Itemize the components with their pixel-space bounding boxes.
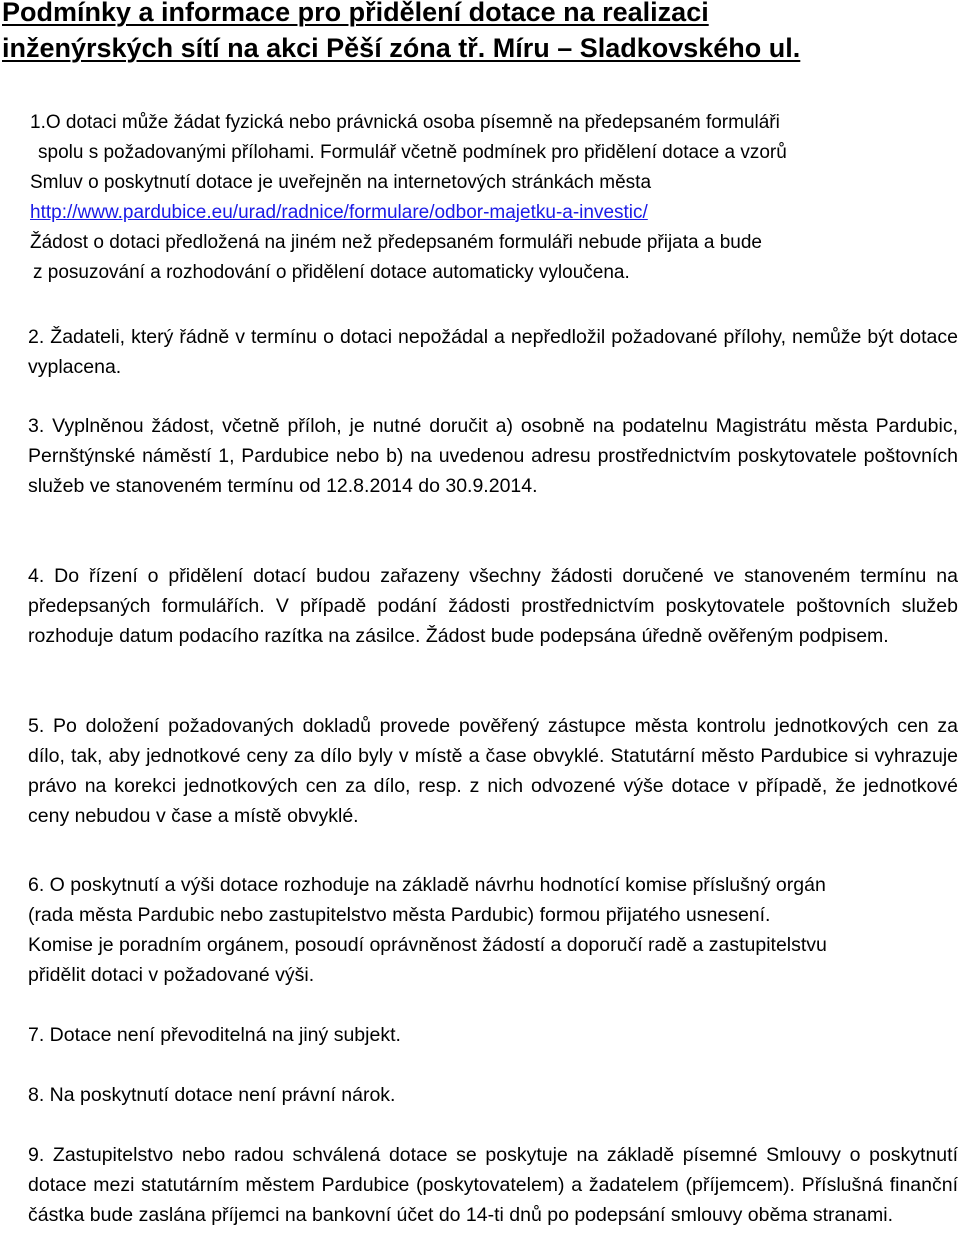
condition-item-7: 7. Dotace není převoditelná na jiný subjekt. <box>28 1024 401 1046</box>
condition-item-2: 2. Žadateli, který řádně v termínu o dotaci nepožádal a nepředložil požadované přílohy, nemůže být dotace vyplacena. <box>28 326 958 378</box>
document-title <box>2 0 942 66</box>
item-1-line-6: z posuzování a rozhodování o přidělení dotace automaticky vyloučena. <box>33 262 630 283</box>
item-1-line-5: Žádost o dotaci předložená na jiném než předepsaném formuláři nebude přijata a bude <box>30 232 762 253</box>
forms-link[interactable]: http://www.pardubice.eu/urad/radnice/formulare/odbor-majetku-a-investic/ <box>30 202 648 223</box>
condition-item-1 <box>30 108 950 288</box>
title-line-2: inženýrských sítí na akci Pěší zóna tř. Míru – Sladkovského ul. <box>2 33 801 63</box>
item-1-line-2: spolu s požadovanými přílohami. Formulář včetně podmínek pro přidělení dotace a vzorů <box>38 142 787 163</box>
condition-item-4: 4. Do řízení o přidělení dotací budou zařazeny všechny žádosti doručené ve stanoveném termínu na předepsaných formulářích. V případě podání žádosti prostřednictvím poskytovatele poštovních služeb rozhoduje datum podacího razítka na zásilce. Žádost bude podepsána úředně ověřeným podpisem. <box>28 565 958 647</box>
item-6-line-3: Komise je poradním orgánem, posoudí oprávněnost žádostí a doporučí radě a zastupitelstvu <box>28 934 827 956</box>
item-1-line-3: Smluv o poskytnutí dotace je uveřejněn na internetových stránkách města <box>30 172 652 193</box>
condition-item-9: 9. Zastupitelstvo nebo radou schválená dotace se poskytuje na základě písemné Smlouvy o poskytnutí dotace mezi statutárním městem Pardubice (poskytovatelem) a žadatelem (příjemcem). Příslušná finanční částka bude zaslána příjemci na bankovní účet do 14-ti dnů po podepsání smlouvy oběma stranami. <box>28 1144 958 1226</box>
title-line-1: Podmínky a informace pro přidělení dotace na realizaci <box>2 0 709 27</box>
condition-item-5: 5. Po doložení požadovaných dokladů provede pověřený zástupce města kontrolu jednotkových cen za dílo, tak, aby jednotkové ceny za dílo byly v místě a čase obvyklé. Statutární město Pardubice si vyhrazuje právo na korekci jednotkových cen za dílo, resp. z nich odvozené výše dotace v případě, že jednotkové ceny nebudou v čase a místě obvyklé. <box>28 715 958 827</box>
item-6-line-2: (rada města Pardubic nebo zastupitelstvo města Pardubic) formou přijatého usnesení. <box>28 904 771 926</box>
item-1-line-1: 1.O dotaci může žádat fyzická nebo právnická osoba písemně na předepsaném formuláři <box>30 112 780 133</box>
item-6-line-4: přidělit dotaci v požadované výši. <box>28 964 315 986</box>
condition-item-8: 8. Na poskytnutí dotace není právní nárok. <box>28 1084 396 1106</box>
condition-item-6 <box>28 870 958 990</box>
item-6-line-1: 6. O poskytnutí a výši dotace rozhoduje na základě návrhu hodnotící komise příslušný orgán <box>28 874 826 896</box>
condition-item-3: 3. Vyplněnou žádost, včetně příloh, je nutné doručit a) osobně na podatelnu Magistrátu města Pardubic, Pernštýnské náměstí 1, Pardubice nebo b) na uvedenou adresu prostřednictvím poskytovatele poštovních služeb ve stanoveném termínu od 12.8.2014 do 30.9.2014. <box>28 415 958 497</box>
